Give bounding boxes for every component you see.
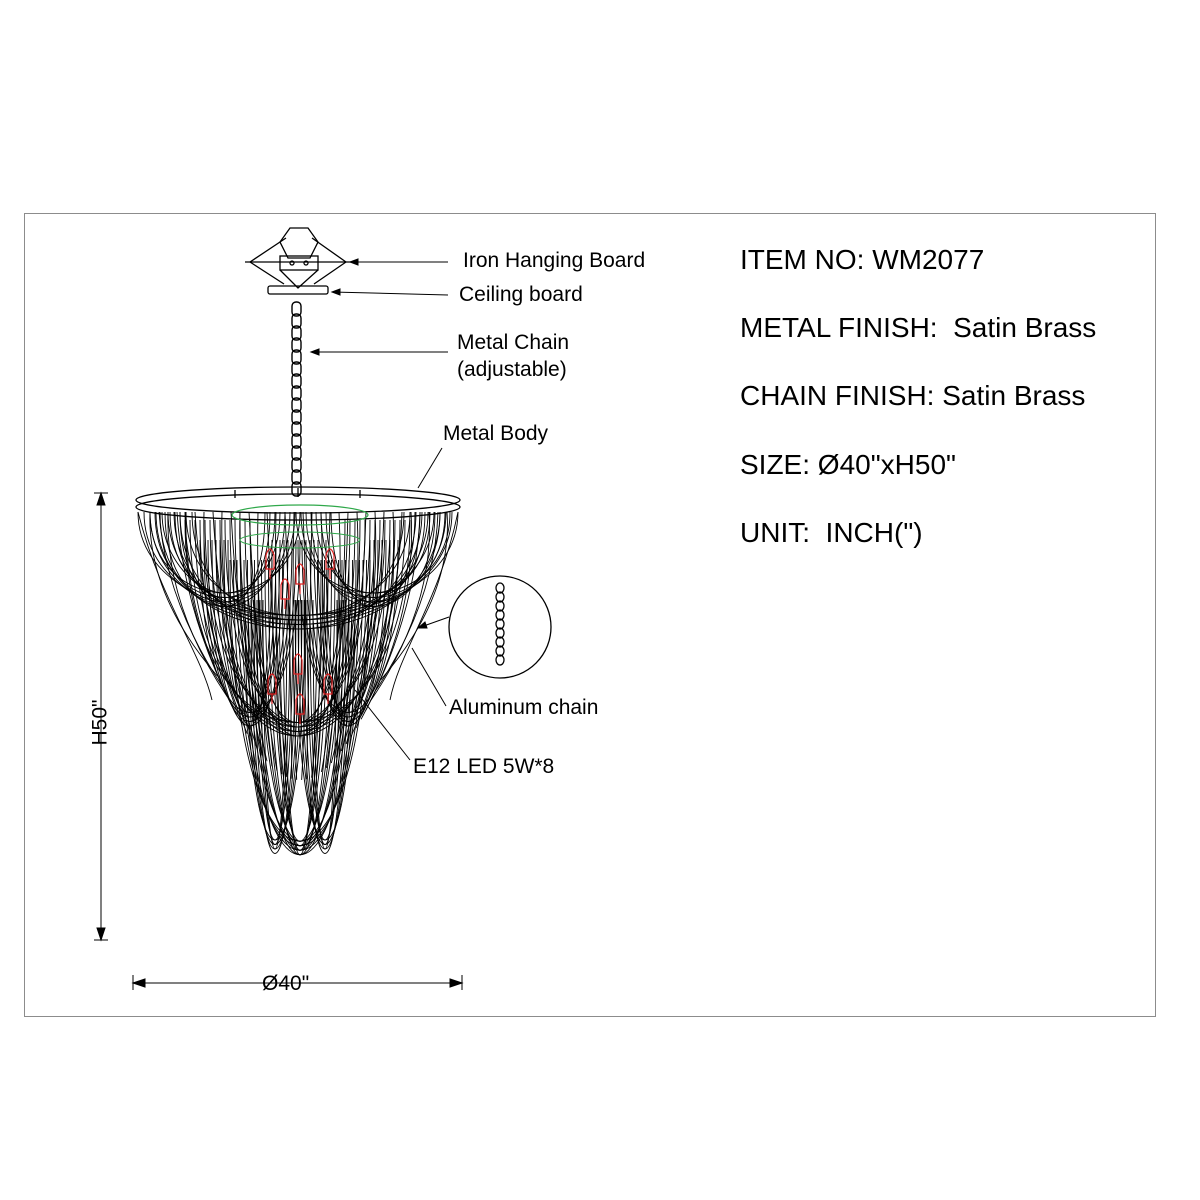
metal-finish: METAL FINISH: Satin Brass: [740, 312, 1097, 343]
item-number: ITEM NO: WM2077: [740, 244, 985, 275]
unit: UNIT: INCH("): [740, 517, 923, 548]
iron-hanging-board-icon: [245, 228, 352, 288]
label-metal-chain-note: (adjustable): [457, 358, 567, 381]
label-aluminum-chain: Aluminum chain: [449, 696, 599, 719]
dimension-height-label: H50": [88, 699, 112, 746]
chain-detail-callout: [449, 576, 551, 678]
chain-finish: CHAIN FINISH: Satin Brass: [740, 380, 1086, 411]
label-bulb: E12 LED 5W*8: [413, 755, 555, 778]
size: SIZE: Ø40"xH50": [740, 449, 956, 480]
dimension-diameter-label: Ø40": [262, 972, 310, 995]
label-ceiling-board: Ceiling board: [459, 283, 583, 306]
label-metal-chain: Metal Chain: [457, 331, 570, 354]
label-metal-body: Metal Body: [443, 422, 549, 445]
label-iron-hanging-board: Iron Hanging Board: [463, 249, 646, 272]
metal-chain-icon: [292, 302, 301, 496]
